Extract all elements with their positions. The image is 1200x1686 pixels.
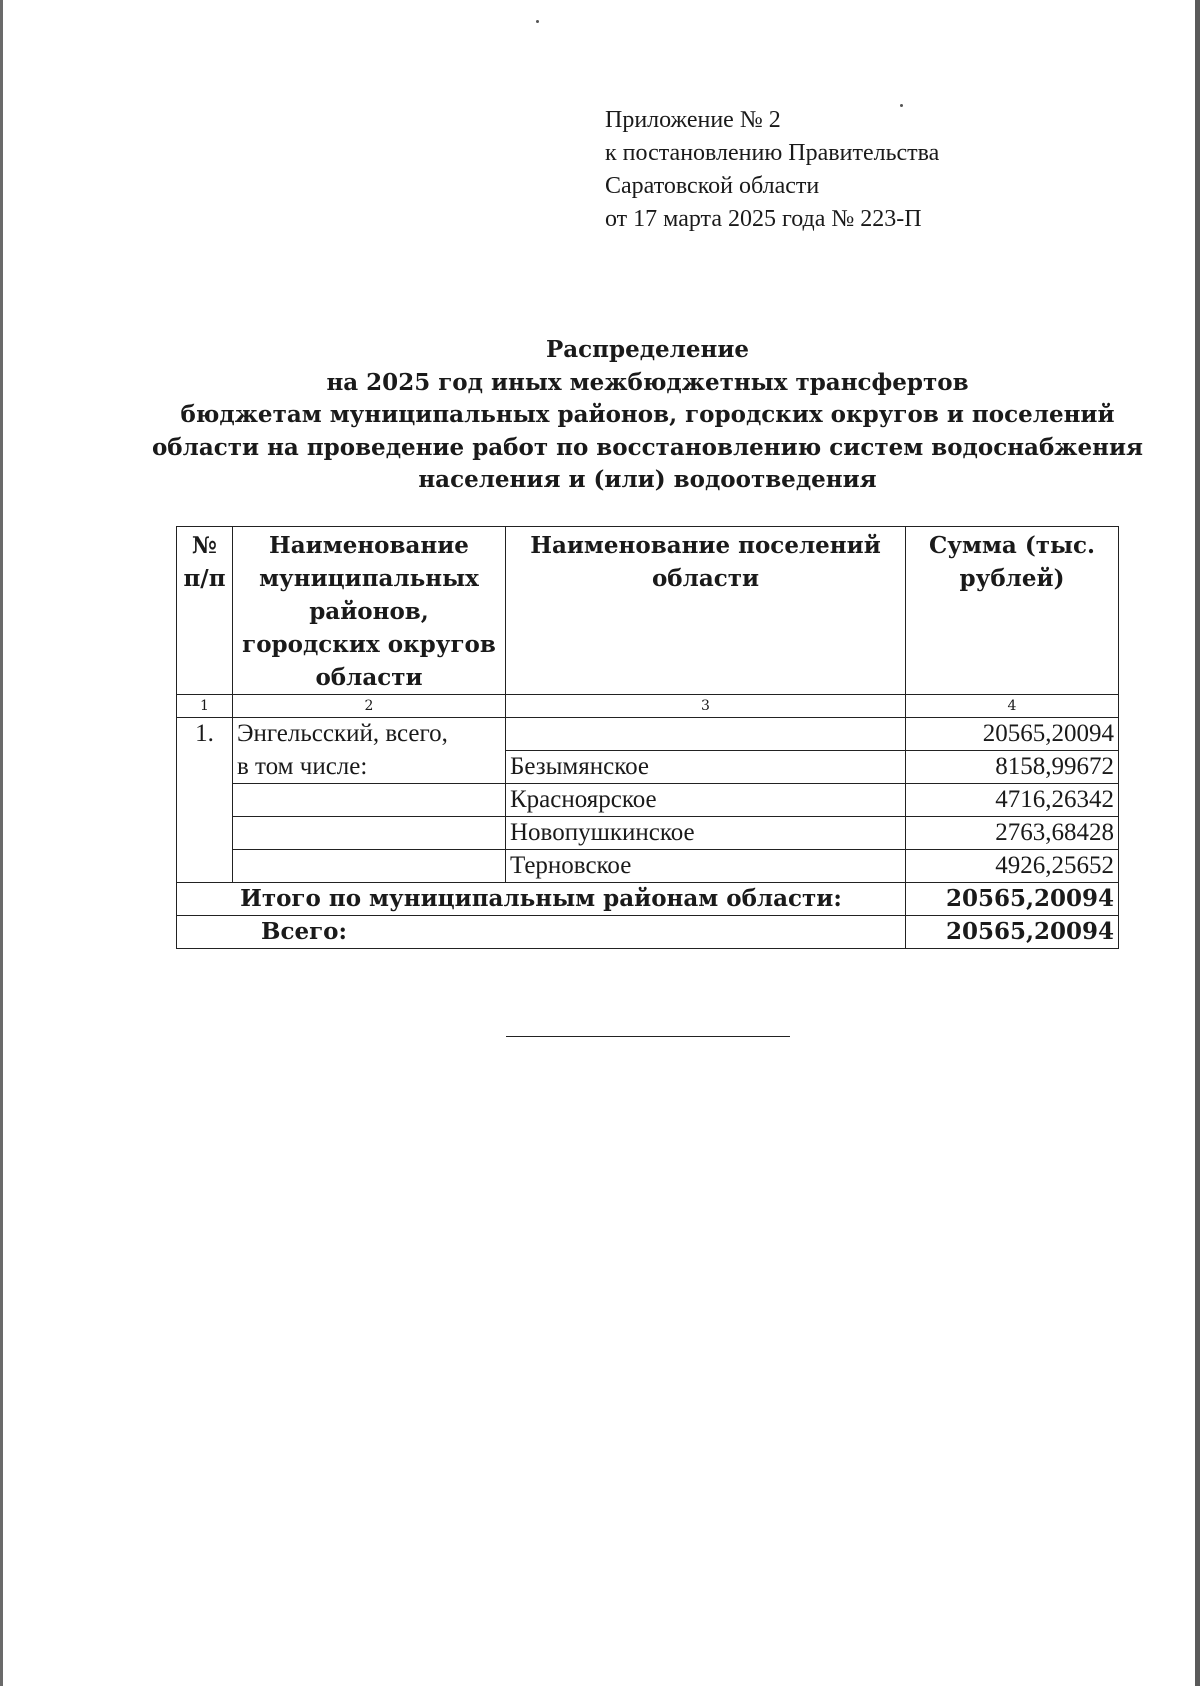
grand-total-label: Всего: <box>177 916 906 949</box>
annex-header <box>605 104 939 236</box>
district-name-line-1: Энгельсский, всего, <box>233 718 506 751</box>
annex-line-4: от 17 марта 2025 года № 223-П <box>605 206 922 232</box>
annex-line-1: Приложение № 2 <box>605 107 781 133</box>
district-cell-empty <box>233 850 506 883</box>
grand-total-amount: 20565,20094 <box>906 916 1119 949</box>
settlement-name: Красноярское <box>506 784 906 817</box>
annex-line-2: к постановлению Правительства <box>605 140 940 166</box>
scan-edge-right <box>1195 0 1200 1686</box>
district-settlement-empty <box>506 718 906 751</box>
subtotal-label: Итого по муниципальным районам области: <box>177 883 906 916</box>
table-row <box>177 850 1119 883</box>
table-row <box>177 784 1119 817</box>
table-row <box>177 817 1119 850</box>
table-row <box>177 751 1119 784</box>
district-total: 20565,20094 <box>906 718 1119 751</box>
closing-line <box>506 1036 790 1037</box>
table-row <box>177 718 1119 751</box>
distribution-table <box>176 526 1119 949</box>
subtotal-amount: 20565,20094 <box>906 883 1119 916</box>
settlement-name: Новопушкинское <box>506 817 906 850</box>
scan-edge-left <box>0 0 3 1686</box>
settlement-amount: 4926,25652 <box>906 850 1119 883</box>
title-line-5: населения и (или) водоотведения <box>418 466 877 493</box>
header-settlement: Наименование поселений области <box>506 527 906 695</box>
title-line-3: бюджетам муниципальных районов, городских округов и поселений <box>180 401 1115 428</box>
column-number-row <box>177 695 1119 718</box>
subtotal-row <box>177 883 1119 916</box>
header-amount: Сумма (тыс. рублей) <box>906 527 1119 695</box>
title-line-1: Распределение <box>545 336 750 363</box>
annex-line-3: Саратовской области <box>605 173 820 199</box>
column-number: 4 <box>906 695 1119 718</box>
district-name-line-2: в том числе: <box>233 751 506 784</box>
settlement-name: Безымянское <box>506 751 906 784</box>
settlement-name: Терновское <box>506 850 906 883</box>
header-index: № п/п <box>177 527 233 695</box>
header-district: Наименование муниципальных районов, городских округов области <box>233 527 506 695</box>
document-title <box>150 334 1145 497</box>
scan-speck <box>536 20 539 23</box>
settlement-amount: 2763,68428 <box>906 817 1119 850</box>
settlement-amount: 4716,26342 <box>906 784 1119 817</box>
district-index: 1. <box>177 718 233 883</box>
column-number: 2 <box>233 695 506 718</box>
column-number: 3 <box>506 695 906 718</box>
title-line-4: области на проведение работ по восстановлению систем водоснабжения <box>151 433 1144 461</box>
district-cell-empty <box>233 784 506 817</box>
district-cell-empty <box>233 817 506 850</box>
column-number: 1 <box>177 695 233 718</box>
table-header-row <box>177 527 1119 695</box>
grand-total-row <box>177 916 1119 949</box>
settlement-amount: 8158,99672 <box>906 751 1119 784</box>
title-line-2: на 2025 год иных межбюджетных трансфертов <box>326 368 969 396</box>
